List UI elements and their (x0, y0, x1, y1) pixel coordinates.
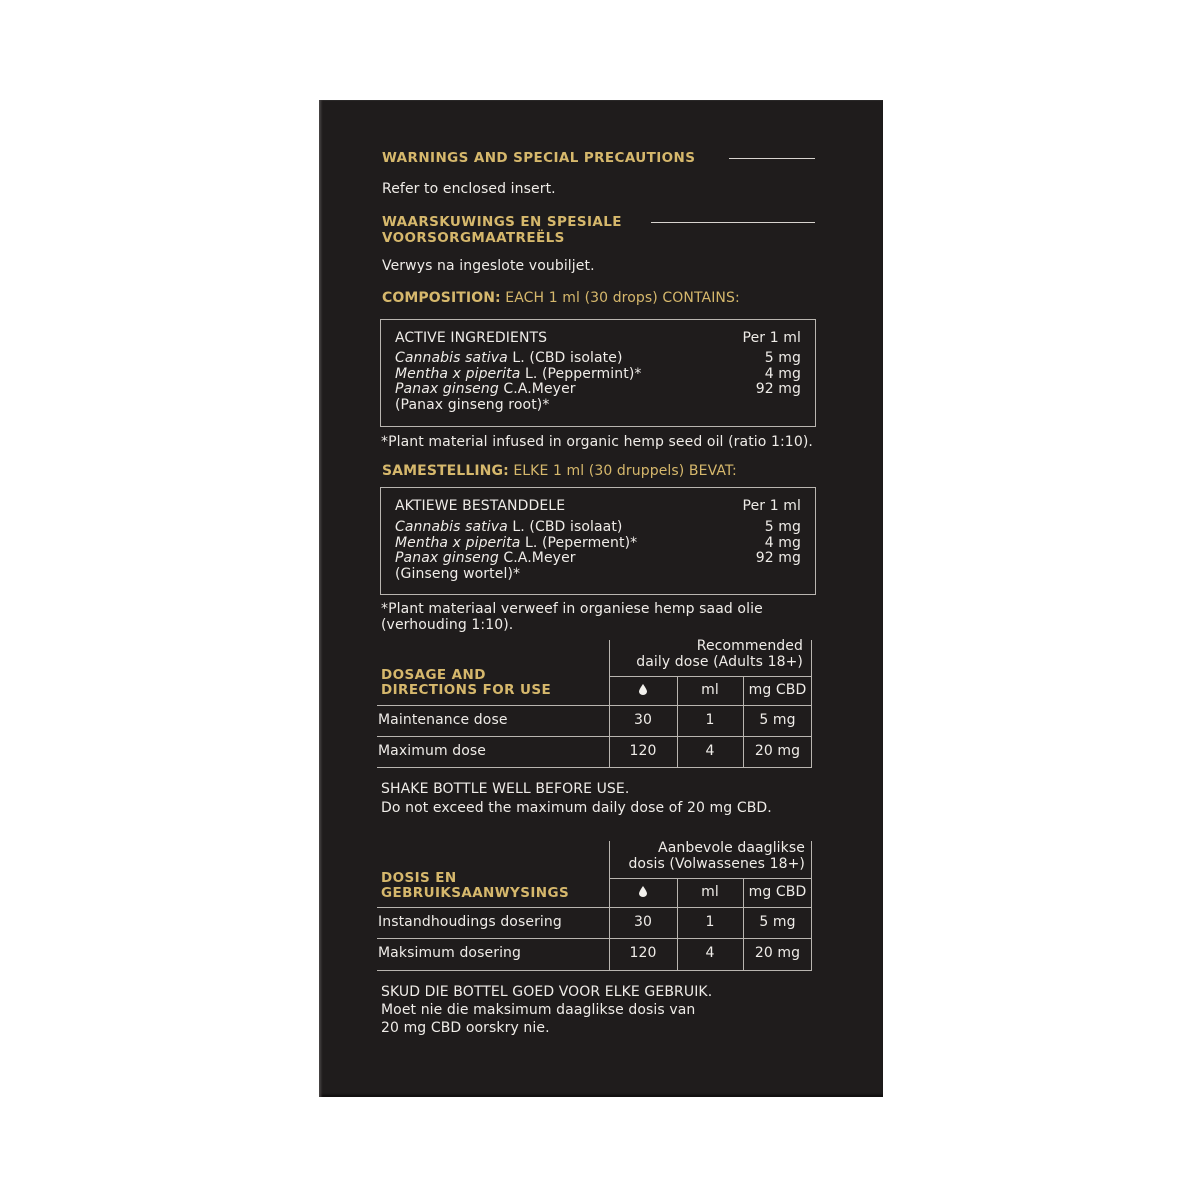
dose-row-label: Maximum dose (378, 743, 486, 759)
ingredient-amount: 92 mg (755, 381, 801, 397)
mg-cbd-column-header: mg CBD (748, 884, 807, 900)
drop-icon (639, 886, 647, 897)
ingredient-amount: 92 mg (755, 550, 801, 566)
ingredients-header: AKTIEWE BESTANDDELE (395, 498, 566, 514)
ml-column-header: ml (701, 682, 719, 698)
dose-drops: 30 (633, 914, 652, 930)
ingredients-header: ACTIVE INGREDIENTS (395, 330, 548, 346)
dosis-heading-line1: DOSIS EN (381, 870, 457, 886)
ingredient-row: Panax ginseng C.A.Meyer (395, 381, 576, 397)
dose-ml: 4 (705, 945, 715, 961)
dosis-heading-line2: GEBRUIKSAANWYSINGS (381, 885, 570, 901)
dose-ml: 1 (705, 712, 715, 728)
samestelling-footnote-line1: *Plant materiaal verweef in organiese hemp saad olie (381, 601, 763, 617)
dosage-heading-line2: DIRECTIONS FOR USE (381, 682, 552, 698)
dose-ml: 1 (705, 914, 715, 930)
ingredient-continuation: (Ginseng wortel)* (395, 566, 521, 582)
ingredients-table-af (380, 487, 816, 595)
ingredient-amount: 5 mg (764, 519, 801, 535)
ingredient-amount: 5 mg (764, 350, 801, 366)
waarskuwings-text: Verwys na ingeslote voubiljet. (382, 258, 595, 274)
samestelling-label: SAMESTELLING: (382, 463, 509, 479)
product-box-back-panel (319, 100, 883, 1097)
waarskuwings-heading-line2: VOORSORGMAATREËLS (382, 230, 565, 246)
ml-column-header: ml (701, 884, 719, 900)
ingredient-row: Mentha x piperita L. (Peppermint)* (395, 366, 642, 382)
maksimum-note-line1: Moet nie die maksimum daaglikse dosis van (381, 1002, 696, 1018)
dose-drops: 120 (629, 743, 657, 759)
composition-text: EACH 1 ml (30 drops) CONTAINS: (500, 290, 740, 306)
shake-note: SHAKE BOTTLE WELL BEFORE USE. (381, 781, 630, 797)
dose-ml: 4 (705, 743, 715, 759)
dose-drops: 30 (633, 712, 652, 728)
skud-note: SKUD DIE BOTTEL GOED VOOR ELKE GEBRUIK. (381, 984, 713, 1000)
drop-icon (639, 684, 647, 695)
ingredient-row: Cannabis sativa L. (CBD isolate) (395, 350, 623, 366)
recommended-header-line1: Recommended (696, 638, 803, 654)
ingredient-row: Cannabis sativa L. (CBD isolaat) (395, 519, 623, 535)
maksimum-note-line2: 20 mg CBD oorskry nie. (381, 1020, 550, 1036)
per-ml-header: Per 1 ml (742, 498, 801, 514)
dose-mg: 20 mg (754, 945, 801, 961)
ingredients-table-en (380, 319, 816, 427)
ingredient-continuation: (Panax ginseng root)* (395, 397, 550, 413)
ingredient-row: Panax ginseng C.A.Meyer (395, 550, 576, 566)
dose-mg: 20 mg (754, 743, 801, 759)
dose-row-label: Maksimum dosering (378, 945, 522, 961)
waarskuwings-heading-line1: WAARSKUWINGS EN SPESIALE (382, 214, 622, 230)
warnings-text: Refer to enclosed insert. (382, 181, 556, 197)
composition-label: COMPOSITION: (382, 290, 501, 306)
aanbevole-header-line2: dosis (Volwassenes 18+) (628, 856, 805, 872)
heading-rule (651, 222, 815, 223)
dose-drops: 120 (629, 945, 657, 961)
mg-cbd-column-header: mg CBD (748, 682, 807, 698)
dose-mg: 5 mg (759, 712, 796, 728)
dosage-heading-line1: DOSAGE AND (381, 667, 486, 683)
dose-row-label: Instandhoudings dosering (378, 914, 562, 930)
per-ml-header: Per 1 ml (742, 330, 801, 346)
recommended-header-line2: daily dose (Adults 18+) (636, 654, 803, 670)
warnings-heading: WARNINGS AND SPECIAL PRECAUTIONS (382, 150, 696, 166)
ingredient-amount: 4 mg (764, 535, 801, 551)
samestelling-heading (382, 464, 737, 479)
ingredient-amount: 4 mg (764, 366, 801, 382)
dose-row-label: Maintenance dose (378, 712, 508, 728)
max-dose-note: Do not exceed the maximum daily dose of 20 mg CBD. (381, 800, 772, 816)
composition-heading (382, 291, 740, 306)
samestelling-text: ELKE 1 ml (30 druppels) BEVAT: (508, 463, 737, 479)
samestelling-footnote-line2: (verhouding 1:10). (381, 617, 514, 633)
aanbevole-header-line1: Aanbevole daaglikse (658, 840, 805, 856)
heading-rule (729, 158, 815, 159)
ingredient-row: Mentha x piperita L. (Peperment)* (395, 535, 638, 551)
composition-footnote: *Plant material infused in organic hemp seed oil (ratio 1:10). (381, 434, 813, 450)
dose-mg: 5 mg (759, 914, 796, 930)
